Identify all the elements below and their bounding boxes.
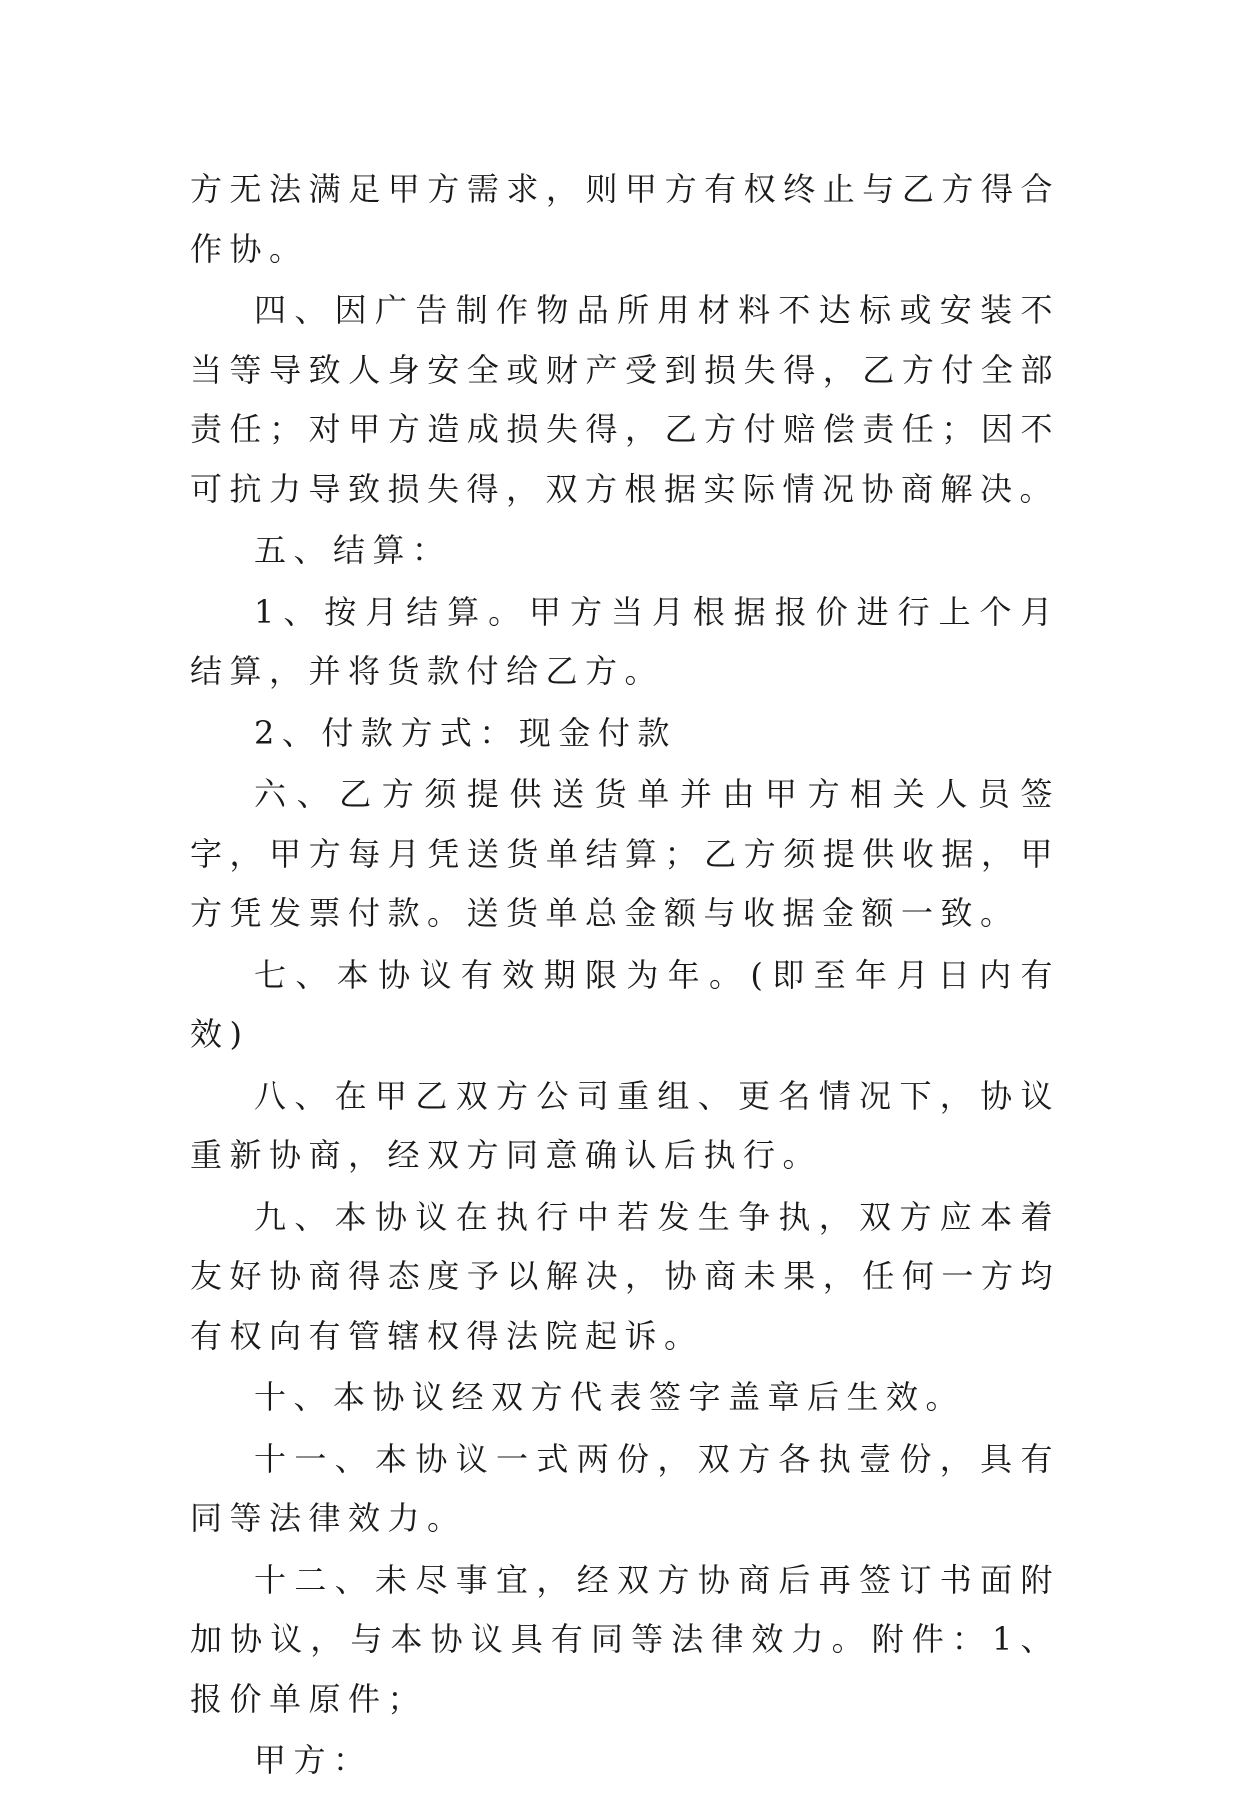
paragraph-clause-5-heading: 五、结算： bbox=[254, 531, 452, 569]
paragraph-clause-8: 八、在甲乙双方公司重组、更名情况下，协议重新协商，经双方同意确认后执行。 bbox=[190, 1076, 1060, 1174]
paragraph-clause-6: 六、乙方须提供送货单并由甲方相关人员签字，甲方每月凭送货单结算；乙方须提供收据，甲方凭发票付款。送货单总金额与收据金额一致。 bbox=[190, 775, 1060, 932]
paragraph-clause-4: 四、因广告制作物品所用材料不达标或安装不当等导致人身安全或财产受到损失得，乙方付全部责任；对甲方造成损失得，乙方付赔偿责任；因不可抗力导致损失得，双方根据实际情况协商解决。 bbox=[190, 291, 1060, 508]
paragraph-continuation: 方无法满足甲方需求，则甲方有权终止与乙方得合作协。 bbox=[190, 170, 1060, 268]
paragraph-clause-11: 十一、本协议一式两份，双方各执壹份，具有同等法律效力。 bbox=[190, 1439, 1060, 1537]
paragraph-clause-7: 七、本协议有效期限为年。(即至年月日内有效) bbox=[190, 955, 1060, 1053]
paragraph-clause-12: 十二、未尽事宜，经双方协商后再签订书面附加协议，与本协议具有同等法律效力。附件：1、报价单原件； bbox=[190, 1560, 1060, 1718]
paragraph-clause-10: 十、本协议经双方代表签字盖章后生效。 bbox=[254, 1378, 966, 1416]
party-a-signature-label: 甲方： bbox=[254, 1741, 373, 1779]
paragraph-clause-9: 九、本协议在执行中若发生争执，双方应本着友好协商得态度予以解决，协商未果，任何一方均有权向有管辖权得法院起诉。 bbox=[190, 1197, 1060, 1355]
paragraph-clause-5-item-1: 1、按月结算。甲方当月根据报价进行上个月结算，并将货款付给乙方。 bbox=[190, 592, 1060, 690]
paragraph-clause-5-item-2: 2、付款方式：现金付款 bbox=[254, 713, 677, 752]
document-body bbox=[190, 160, 1060, 1793]
